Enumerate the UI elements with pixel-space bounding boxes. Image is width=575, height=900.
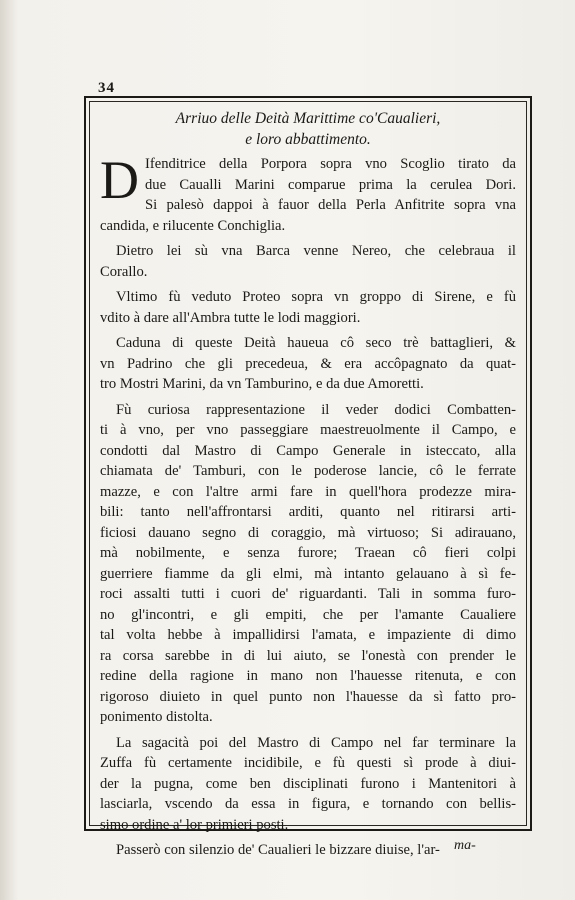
paragraph bbox=[100, 400, 516, 728]
text-line: simo ordine a' lor primieri posti. bbox=[100, 816, 289, 833]
paragraph bbox=[100, 733, 516, 836]
heading-line-2: e loro abbattimento. bbox=[245, 131, 371, 148]
paragraph bbox=[100, 241, 516, 282]
heading-line-1: Arriuo delle Deità Marittime co'Caualieri, bbox=[175, 110, 441, 127]
text-line: La sagacità poi del Mastro di Campo nel far terminare la bbox=[116, 734, 516, 751]
text-line: Zuffa fù certamente incidibile, e fù questi sì prode à diui- bbox=[100, 755, 516, 771]
body-text bbox=[100, 150, 516, 861]
text-line: mazze, e con l'altre armi fare in quell'hora prodezze mira- bbox=[100, 483, 516, 500]
text-line: Dietro lei sù vna Barca venne Nereo, che celebraua il bbox=[116, 243, 516, 259]
text-line: Passerò con silenzio de' Caualieri le bizzare diuise, l'ar- bbox=[116, 842, 440, 858]
text-line: roci assalti tutti i cuori de' riguardanti. Tali in somma furo- bbox=[100, 586, 516, 602]
text-line: Caduna di queste Deità haueua cô seco trè battaglieri, & bbox=[116, 335, 516, 351]
text-line: ra corsa sarebbe in di lui aiuto, se l'onestà con prender le bbox=[100, 647, 516, 664]
text-line: Ifenditrice della Porpora sopra vno Scoglio tirato da bbox=[145, 156, 516, 172]
paragraph bbox=[100, 333, 516, 395]
text-line: ti à vno, per vno passeggiare maestreuolmente il Campo, e bbox=[100, 422, 516, 438]
text-line: tro Mostri Marini, da vn Tamburino, e da due Amoretti. bbox=[100, 376, 424, 392]
text-line: bili: tanto nell'affrontarsi arditi, quanto nel ritirarsi arti- bbox=[100, 504, 516, 520]
page-content bbox=[100, 108, 516, 866]
text-line: due Caualli Marini comparue prima la cerulea Dori. bbox=[145, 176, 516, 193]
text-line: candida, e rilucente Conchiglia. bbox=[100, 217, 286, 234]
text-line: vn Padrino che gli precedeua, & era accôpagnato da quat- bbox=[100, 355, 516, 372]
text-line: vdito à dare all'Ambra tutte le lodi maggiori. bbox=[100, 309, 361, 326]
text-line: Corallo. bbox=[100, 263, 148, 280]
section-heading bbox=[100, 108, 516, 150]
text-line: Vltimo fù veduto Proteo sopra vn groppo di Sirene, e fù bbox=[116, 289, 516, 305]
page-number: 34 bbox=[98, 80, 115, 96]
text-line: condotti dal Mastro di Campo Generale in isteccato, alla bbox=[100, 442, 516, 459]
text-line: tal volta hebbe à impallidirsi l'amata, e impaziente di dimo bbox=[100, 627, 516, 643]
text-line: redine della ragione in mano non l'hauesse ritenuta, e con bbox=[100, 668, 516, 684]
text-line: ficiosi dauano segno di coraggio, mà virtuoso; Si adirauano, bbox=[100, 524, 516, 541]
text-line: lasciarla, vscendo da essa in figura, e tornando con bellis- bbox=[100, 796, 516, 812]
text-line: Fù curiosa rappresentazione il veder dodici Combatten- bbox=[116, 401, 516, 418]
text-line: no gl'incontri, e gli empiti, che per l'amante Caualiere bbox=[100, 606, 516, 623]
text-line: guerriere fiamme da gli elmi, mà intanto gelauano à sì fe- bbox=[100, 565, 516, 582]
text-line: rigoroso diuieto in quel punto non l'hauesse da sì fatto pro- bbox=[100, 688, 516, 705]
catchword: ma- bbox=[454, 838, 476, 853]
text-line: chiamata de' Tamburi, con le poderose lancie, cô le ferrate bbox=[100, 463, 516, 479]
text-line: ponimento distolta. bbox=[100, 709, 213, 725]
text-line: Si palesò dappoi à fauor della Perla Anfitrite sopra vna bbox=[145, 197, 516, 213]
text-line: der la pugna, come ben disciplinati furono i Mantenitori à bbox=[100, 775, 516, 792]
paragraph bbox=[100, 150, 516, 236]
drop-cap: D bbox=[100, 150, 139, 210]
paragraph bbox=[100, 287, 516, 328]
text-line: mà nobilmente, e senza furore; Traean cô fieri colpi bbox=[100, 545, 516, 561]
